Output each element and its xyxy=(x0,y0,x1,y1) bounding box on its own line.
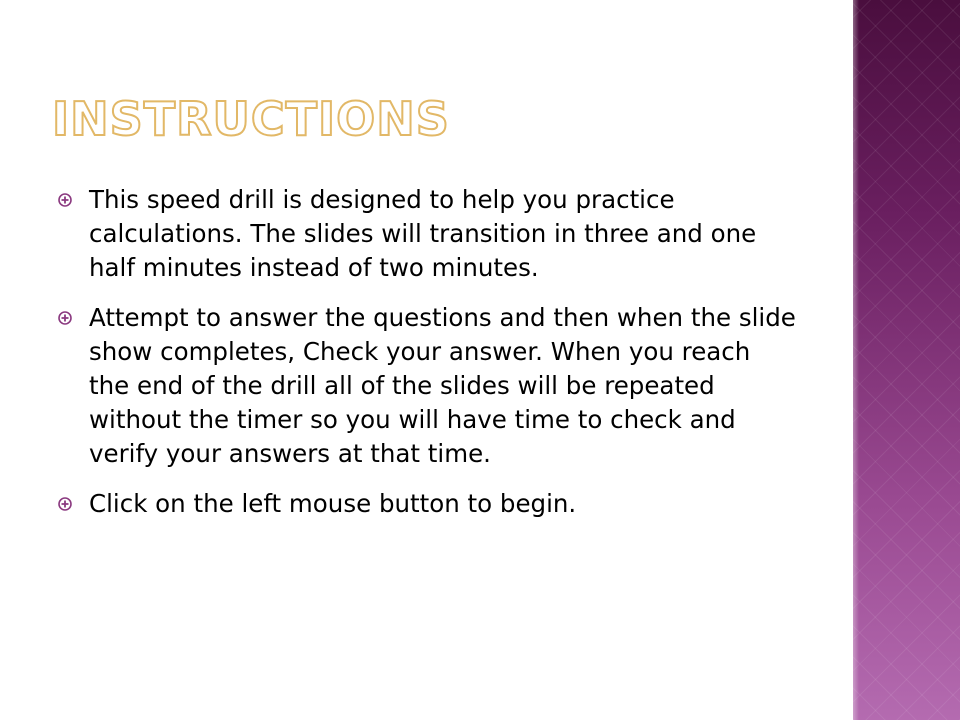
decorative-side-panel xyxy=(853,0,960,720)
circled-plus-icon xyxy=(58,311,72,325)
bullet-text: Attempt to answer the questions and then when the slide show completes, Check your answer. When you reach the end of the drill all of the slides will be repeated without the timer so you will have time to check and verify your answers at that time. xyxy=(89,303,796,468)
circled-plus-icon xyxy=(58,497,72,511)
slide-title: INSTRUCTIONS xyxy=(52,92,450,146)
bullet-text: Click on the left mouse button to begin. xyxy=(89,489,577,518)
bullet-item xyxy=(58,183,798,285)
bullet-text: This speed drill is designed to help you practice calculations. The slides will transition in three and one half minutes instead of two minutes. xyxy=(89,185,757,282)
side-panel-edge xyxy=(853,0,859,720)
bullet-item xyxy=(58,301,798,471)
bullet-list xyxy=(58,183,798,537)
circled-plus-icon xyxy=(58,193,72,207)
bullet-item xyxy=(58,487,798,521)
